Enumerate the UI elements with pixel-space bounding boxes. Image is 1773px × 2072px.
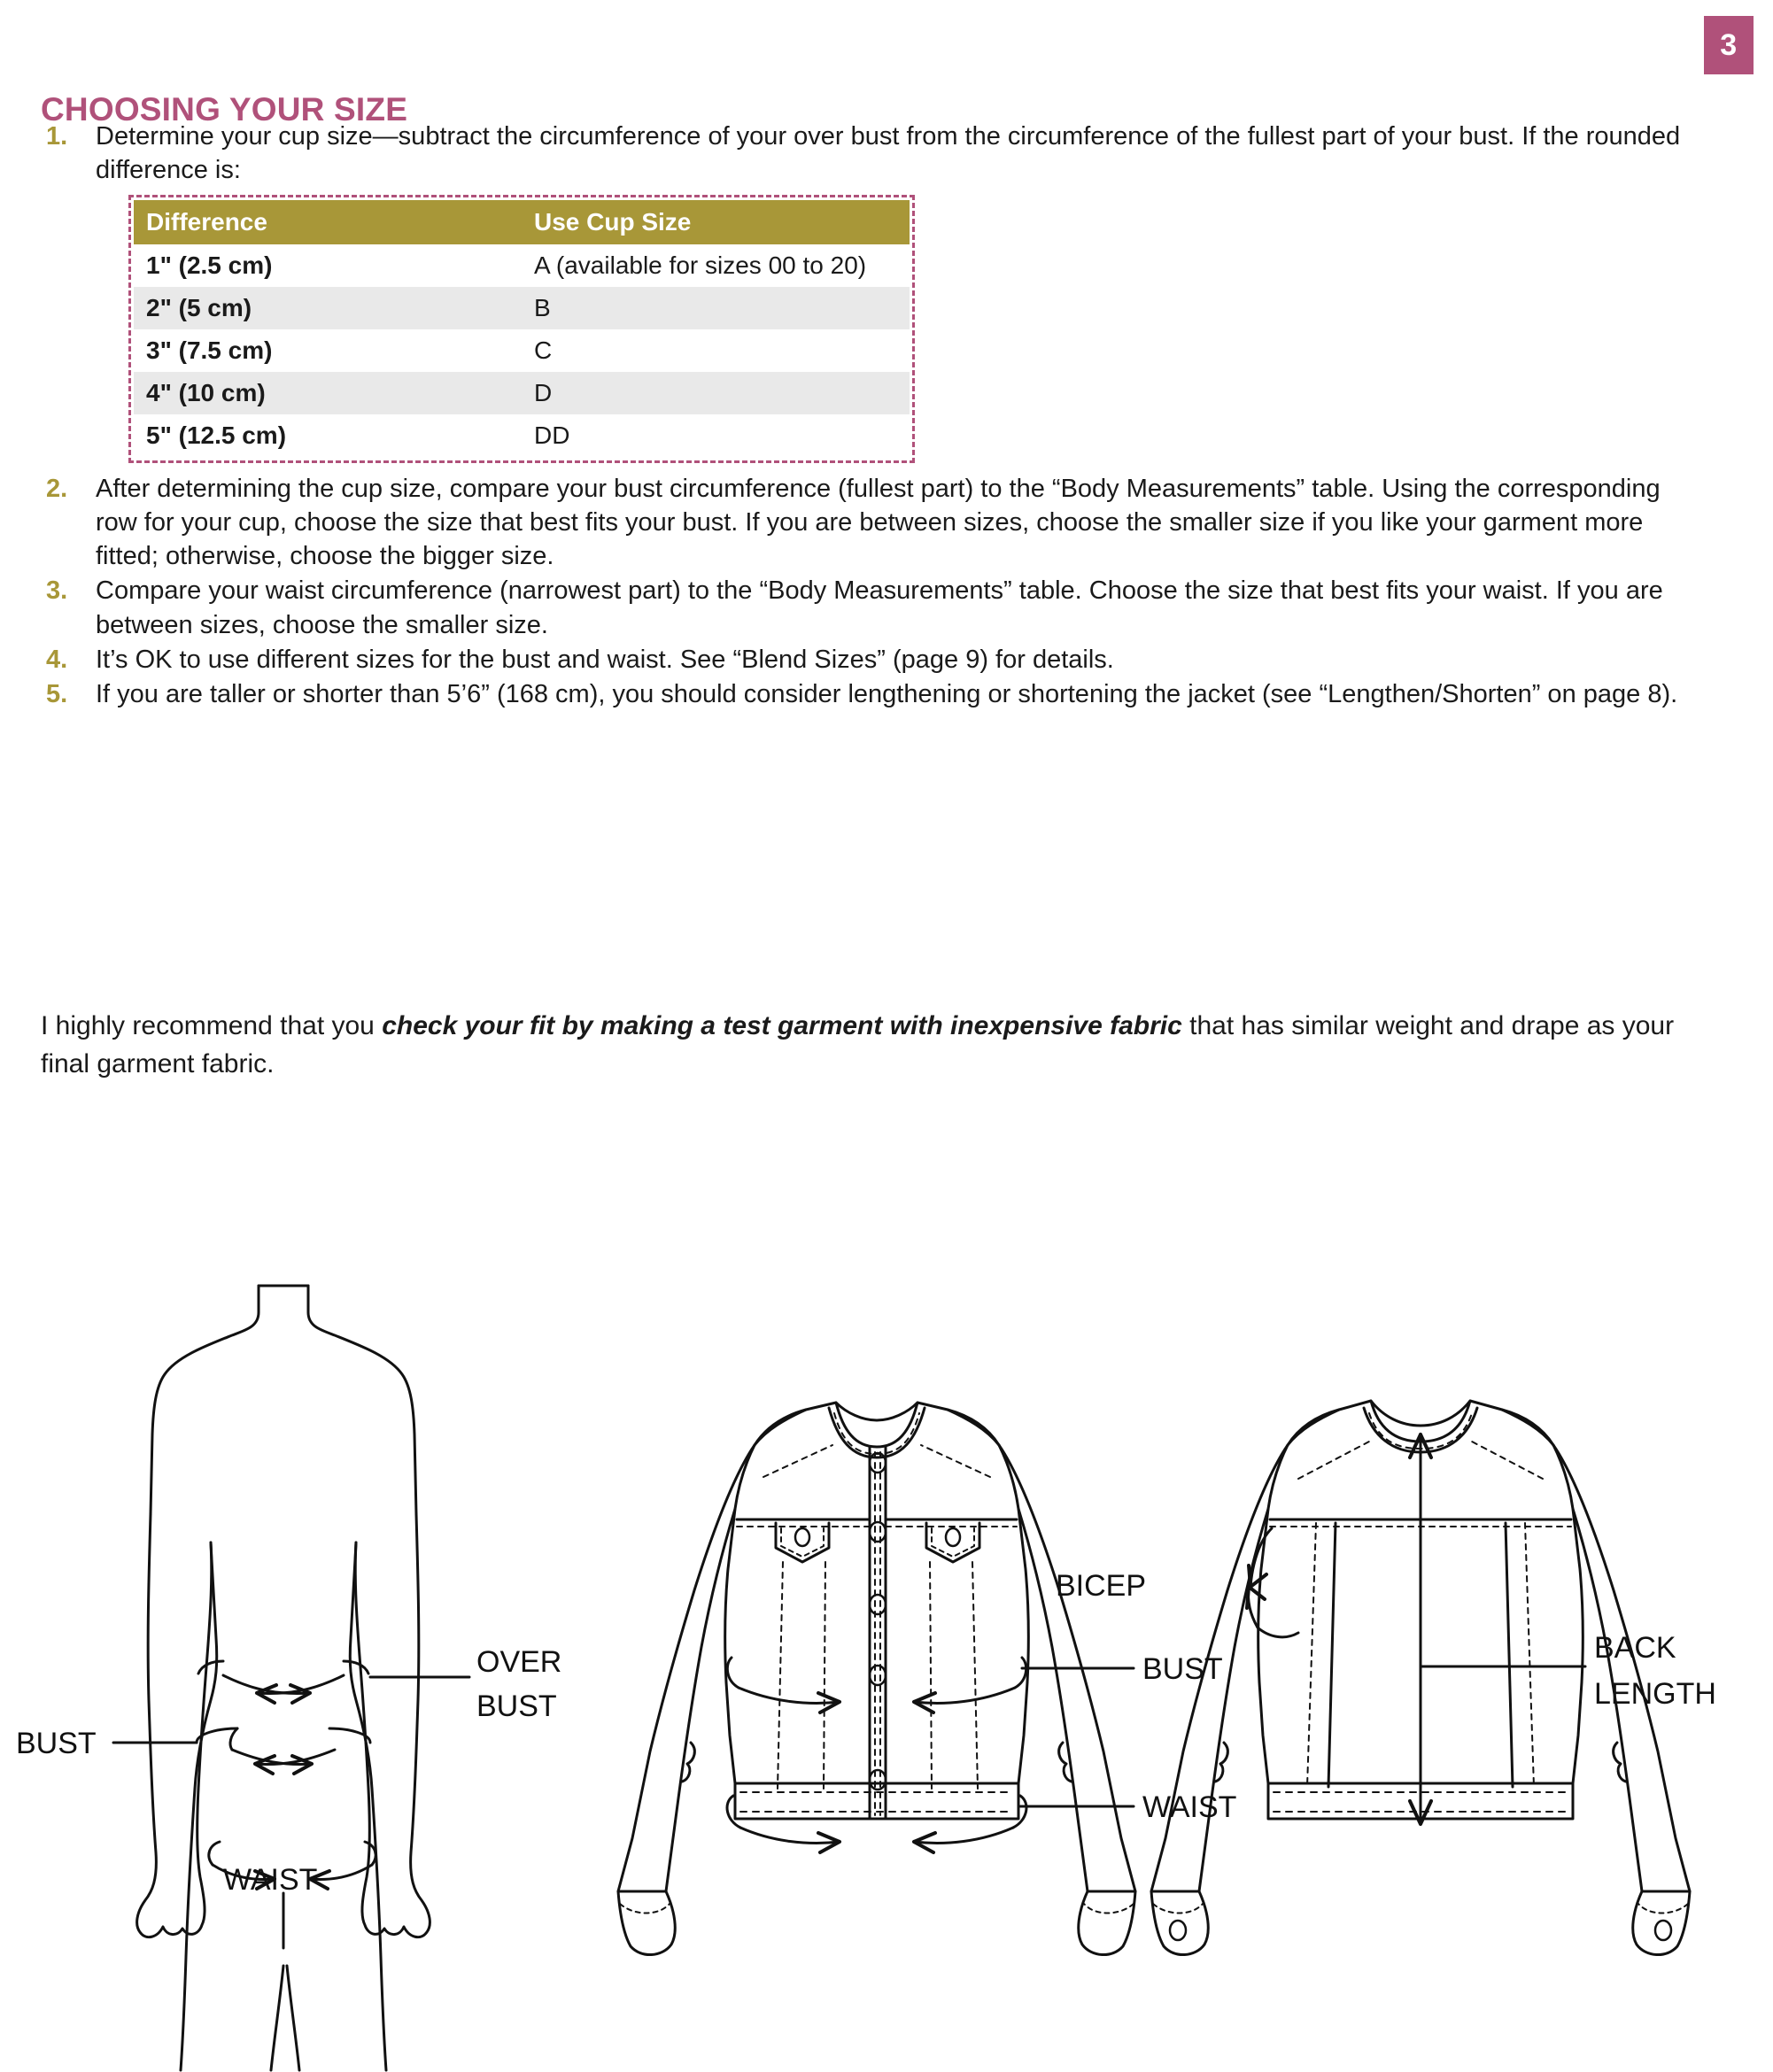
- jacket-back-cuff-right-stitch: [1638, 1904, 1688, 1914]
- jacket-front-princess-left-2: [824, 1562, 825, 1789]
- jacket-front-cuff-right-stitch: [1084, 1904, 1134, 1914]
- jacket-back-seam-3: [1506, 1523, 1513, 1787]
- jacket-front-sleeve-left-inner: [666, 1509, 735, 1891]
- body-left-arm-outline: [137, 1514, 205, 1937]
- measurement-diagram-svg: [0, 1257, 1773, 2072]
- recommendation-lead: I highly recommend that you: [41, 1011, 383, 1040]
- label-waist-jacket-front: WAIST: [1142, 1790, 1237, 1824]
- jacket-front-cuff-right: [1079, 1891, 1135, 1955]
- label-bicep-jacket-back: BICEP: [1056, 1569, 1147, 1603]
- jacket-back-cuff-right: [1633, 1891, 1690, 1955]
- table-row: [134, 287, 910, 329]
- button-icon: [870, 1770, 886, 1790]
- jacket-back-seam-1: [1307, 1523, 1316, 1787]
- jacket-front-pocket-right-stitch: [932, 1528, 974, 1557]
- cell-cup-size: A (available for sizes 00 to 20): [534, 251, 867, 279]
- step-number-4: 4.: [46, 645, 68, 674]
- jacket-front-figure: [618, 1403, 1135, 1955]
- jacket-back-sleeve-left-inner: [1199, 1509, 1268, 1891]
- cup-size-table-container: [128, 195, 915, 463]
- table-header-row: [134, 200, 910, 244]
- jacket-front-shoulder: [755, 1403, 999, 1445]
- jacket-front-princess-right-2: [930, 1562, 932, 1789]
- button-icon: [870, 1666, 886, 1685]
- jacket-back-seam-2: [1328, 1523, 1336, 1787]
- instructions-section: [41, 120, 1688, 713]
- jacket-front-buttons: [870, 1453, 886, 1790]
- jacket-front-yoke-left: [763, 1445, 832, 1477]
- step-text-1: Determine your cup size—subtract the circumference of your over bust from the circumference of the fullest part of your bust. If the rounded difference is:: [96, 122, 1681, 185]
- recommendation-tail: that has similar weight and drape as your final garment fabric.: [41, 1011, 1675, 1079]
- body-left-shoulder: [151, 1286, 259, 1514]
- table-row: [134, 414, 910, 457]
- waist-tape-left-curl: [209, 1842, 220, 1865]
- step-number-3: 3.: [46, 576, 68, 606]
- label-over-bust-line2: BUST: [476, 1689, 557, 1723]
- jacket-front-bust-tape-right: [1015, 1658, 1026, 1688]
- cell-difference: 1" (2.5 cm): [146, 251, 273, 279]
- body-figure: [113, 1286, 469, 2070]
- step-text-5: If you are taller or shorter than 5’6” (168 cm), you should consider lengthening or shortening the jacket (see “Lengthen/Shorten” on page 8).: [96, 680, 1678, 709]
- body-right-shoulder: [308, 1286, 416, 1514]
- step-item-3: [41, 574, 1688, 642]
- over-bust-tape-left: [198, 1661, 223, 1674]
- step-text-4: It’s OK to use different sizes for the bust and waist. See “Blend Sizes” (page 9) for details.: [96, 645, 1114, 674]
- step-number-1: 1.: [46, 122, 68, 151]
- button-icon: [795, 1528, 809, 1546]
- bust-tape-left-curl: [230, 1728, 237, 1750]
- label-over-bust-line1: OVER: [476, 1645, 562, 1679]
- jacket-front-neckline: [836, 1403, 917, 1447]
- label-bust-jacket-front: BUST: [1142, 1652, 1223, 1686]
- column-header-difference: Difference: [134, 200, 522, 244]
- cup-size-table: [134, 200, 910, 458]
- body-right-arm-outline: [362, 1514, 430, 1937]
- button-icon: [1655, 1921, 1671, 1940]
- label-bust-body: BUST: [16, 1727, 97, 1760]
- jacket-front-princess-right: [972, 1562, 978, 1789]
- waist-arrow-right-line: [310, 1865, 372, 1879]
- jacket-back-shoulder-stitch-right: [1472, 1442, 1543, 1479]
- button-icon: [1170, 1921, 1186, 1940]
- cup-size-table-head: [134, 200, 910, 244]
- jacket-front-bust-tape-left: [727, 1658, 739, 1688]
- cup-size-table-body: [134, 244, 910, 458]
- page-title: CHOOSING YOUR SIZE: [41, 90, 408, 128]
- cell-difference: 4" (10 cm): [134, 372, 522, 414]
- jacket-front-cuff-left-stitch: [620, 1904, 670, 1914]
- jacket-back-cuff-left-stitch: [1153, 1904, 1203, 1914]
- recommendation-paragraph: [41, 1008, 1706, 1083]
- body-leg-right-inner: [287, 1966, 299, 2070]
- body-leg-left-inner: [271, 1966, 283, 2070]
- button-icon: [870, 1522, 886, 1542]
- jacket-front-sleeve-right-inner: [1018, 1509, 1088, 1891]
- table-row: [134, 329, 910, 372]
- step-item-4: [41, 643, 1688, 676]
- jacket-back-shoulder-stitch-left: [1298, 1442, 1369, 1479]
- step-number-2: 2.: [46, 474, 68, 503]
- table-row: [134, 372, 910, 414]
- step-number-5: 5.: [46, 680, 68, 709]
- cell-cup-size: D: [522, 372, 910, 414]
- column-header-use-cup-size: Use Cup Size: [522, 200, 910, 244]
- button-icon: [870, 1595, 886, 1614]
- page-number-badge: [1704, 16, 1754, 74]
- cell-cup-size: DD: [534, 421, 570, 450]
- jacket-front-pocket-left-stitch: [781, 1528, 824, 1557]
- cell-difference: 2" (5 cm): [134, 287, 522, 329]
- label-back-length-line1: BACK: [1594, 1631, 1676, 1665]
- cell-difference: 3" (7.5 cm): [146, 336, 273, 365]
- choosing-size-steps: [41, 120, 1688, 712]
- jacket-front-cuff-left: [618, 1891, 675, 1955]
- label-back-length-line2: LENGTH: [1594, 1677, 1716, 1711]
- jacket-front-yoke-right: [921, 1445, 990, 1477]
- step-item-1: [41, 120, 1688, 463]
- step-item-2: [41, 472, 1688, 574]
- label-waist-body: WAIST: [223, 1863, 318, 1897]
- step-text-2: After determining the cup size, compare your bust circumference (fullest part) to the “Body Measurements” table. Using the corresponding row for your cup, choose the size that best fits your bust. If you are between sizes, choose the smaller size if you like your garment more fitted; otherwise, choose the bigger size.: [96, 474, 1661, 571]
- button-icon: [946, 1528, 960, 1546]
- page-number: 3: [1720, 27, 1738, 62]
- jacket-back-seam-4: [1525, 1523, 1534, 1787]
- button-icon: [870, 1453, 886, 1473]
- jacket-front-collar-band: [829, 1408, 925, 1457]
- recommendation-emphasis: check your fit by making a test garment with inexpensive fabric: [382, 1011, 1182, 1040]
- measurement-diagrams: [0, 1257, 1773, 2072]
- figure-labels: [16, 1569, 1716, 1897]
- table-row: [134, 244, 910, 287]
- over-bust-tape-right: [344, 1661, 368, 1674]
- jacket-back-bicep-tape-curve: [1258, 1627, 1298, 1637]
- step-text-3: Compare your waist circumference (narrowest part) to the “Body Measurements” table. Choose the size that best fits your waist. If you are between sizes, choose the smaller size.: [96, 576, 1663, 639]
- cell-cup-size: B: [522, 287, 910, 329]
- cell-difference: 5" (12.5 cm): [146, 421, 287, 450]
- jacket-front-princess-left: [778, 1562, 783, 1789]
- jacket-back-cuff-left: [1151, 1891, 1208, 1955]
- step-item-5: [41, 677, 1688, 711]
- cell-cup-size: C: [534, 336, 553, 365]
